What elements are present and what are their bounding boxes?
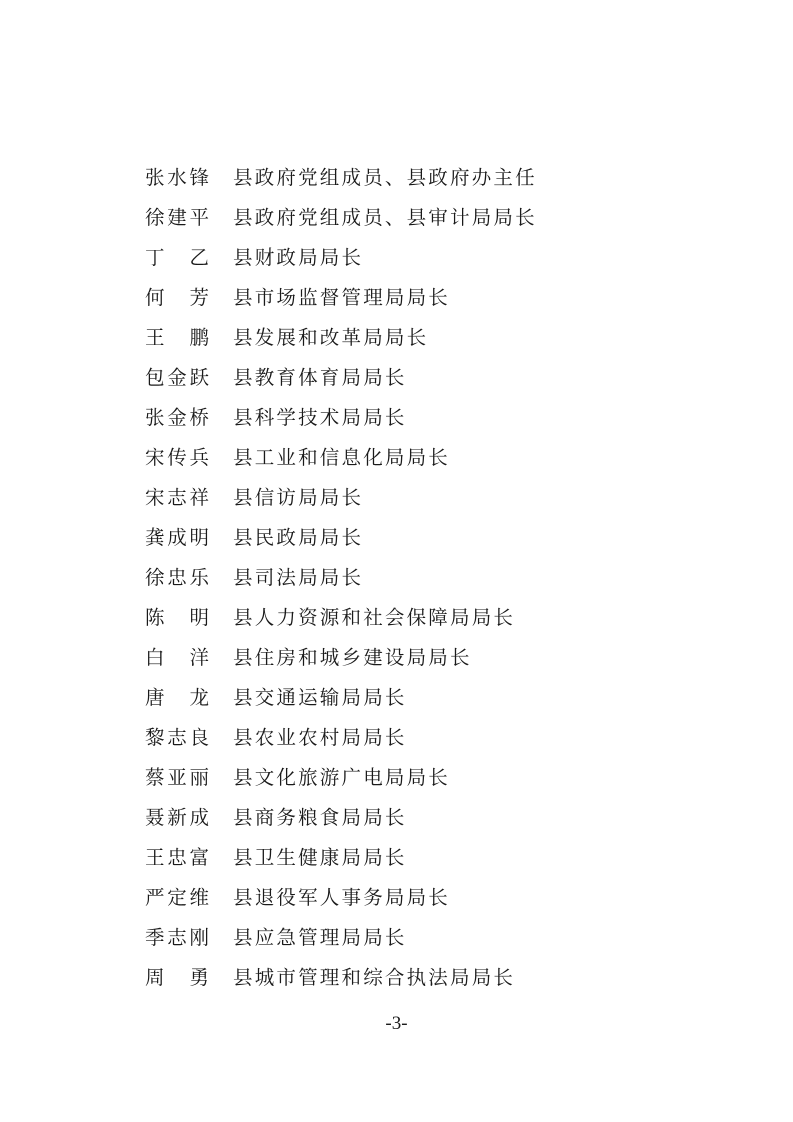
person-name: 龚成明	[145, 526, 209, 549]
roster-row	[145, 758, 705, 798]
roster-row	[145, 838, 705, 878]
roster-row	[145, 918, 705, 958]
roster-row	[145, 598, 705, 638]
person-title: 县政府党组成员、县审计局局长	[233, 206, 537, 229]
person-title: 县信访局局长	[233, 486, 364, 509]
person-title: 县工业和信息化局局长	[233, 446, 451, 469]
person-name: 白 洋	[145, 646, 209, 669]
roster-row	[145, 878, 705, 918]
person-title: 县文化旅游广电局局长	[233, 766, 451, 789]
roster-row	[145, 438, 705, 478]
roster-row	[145, 318, 705, 358]
person-name: 严定维	[145, 886, 209, 909]
person-name: 宋志祥	[145, 486, 209, 509]
person-name: 徐忠乐	[145, 566, 209, 589]
roster-row	[145, 238, 705, 278]
person-title: 县商务粮食局局长	[233, 806, 407, 829]
person-name: 周 勇	[145, 966, 209, 989]
roster-row	[145, 678, 705, 718]
person-name: 宋传兵	[145, 446, 209, 469]
roster-row	[145, 358, 705, 398]
person-title: 县发展和改革局局长	[233, 326, 429, 349]
person-title: 县卫生健康局局长	[233, 846, 407, 869]
person-name: 陈 明	[145, 606, 209, 629]
roster-row	[145, 718, 705, 758]
person-name: 徐建平	[145, 206, 209, 229]
roster-row	[145, 958, 705, 998]
roster-row	[145, 198, 705, 238]
roster-row	[145, 558, 705, 598]
personnel-roster	[145, 158, 705, 998]
person-title: 县科学技术局局长	[233, 406, 407, 429]
person-title: 县城市管理和综合执法局局长	[233, 966, 516, 989]
person-title: 县政府党组成员、县政府办主任	[233, 166, 537, 189]
person-name: 丁 乙	[145, 246, 209, 269]
person-name: 唐 龙	[145, 686, 209, 709]
roster-row	[145, 158, 705, 198]
person-name: 王忠富	[145, 846, 209, 869]
person-title: 县教育体育局局长	[233, 366, 407, 389]
person-title: 县司法局局长	[233, 566, 364, 589]
person-name: 包金跃	[145, 366, 209, 389]
person-name: 黎志良	[145, 726, 209, 749]
person-title: 县市场监督管理局局长	[233, 286, 451, 309]
person-title: 县退役军人事务局局长	[233, 886, 451, 909]
page-number: -3-	[385, 1013, 408, 1034]
person-title: 县交通运输局局长	[233, 686, 407, 709]
roster-row	[145, 518, 705, 558]
person-title: 县农业农村局局长	[233, 726, 407, 749]
person-name: 聂新成	[145, 806, 209, 829]
person-title: 县住房和城乡建设局局长	[233, 646, 472, 669]
roster-row	[145, 278, 705, 318]
person-name: 季志刚	[145, 926, 209, 949]
roster-row	[145, 398, 705, 438]
person-title: 县民政局局长	[233, 526, 364, 549]
roster-row	[145, 798, 705, 838]
person-title: 县人力资源和社会保障局局长	[233, 606, 516, 629]
person-name: 王 鹏	[145, 326, 209, 349]
person-name: 何 芳	[145, 286, 209, 309]
roster-row	[145, 638, 705, 678]
person-name: 蔡亚丽	[145, 766, 209, 789]
person-title: 县应急管理局局长	[233, 926, 407, 949]
person-name: 张金桥	[145, 406, 209, 429]
person-name: 张水锋	[145, 166, 209, 189]
roster-row	[145, 478, 705, 518]
person-title: 县财政局局长	[233, 246, 364, 269]
